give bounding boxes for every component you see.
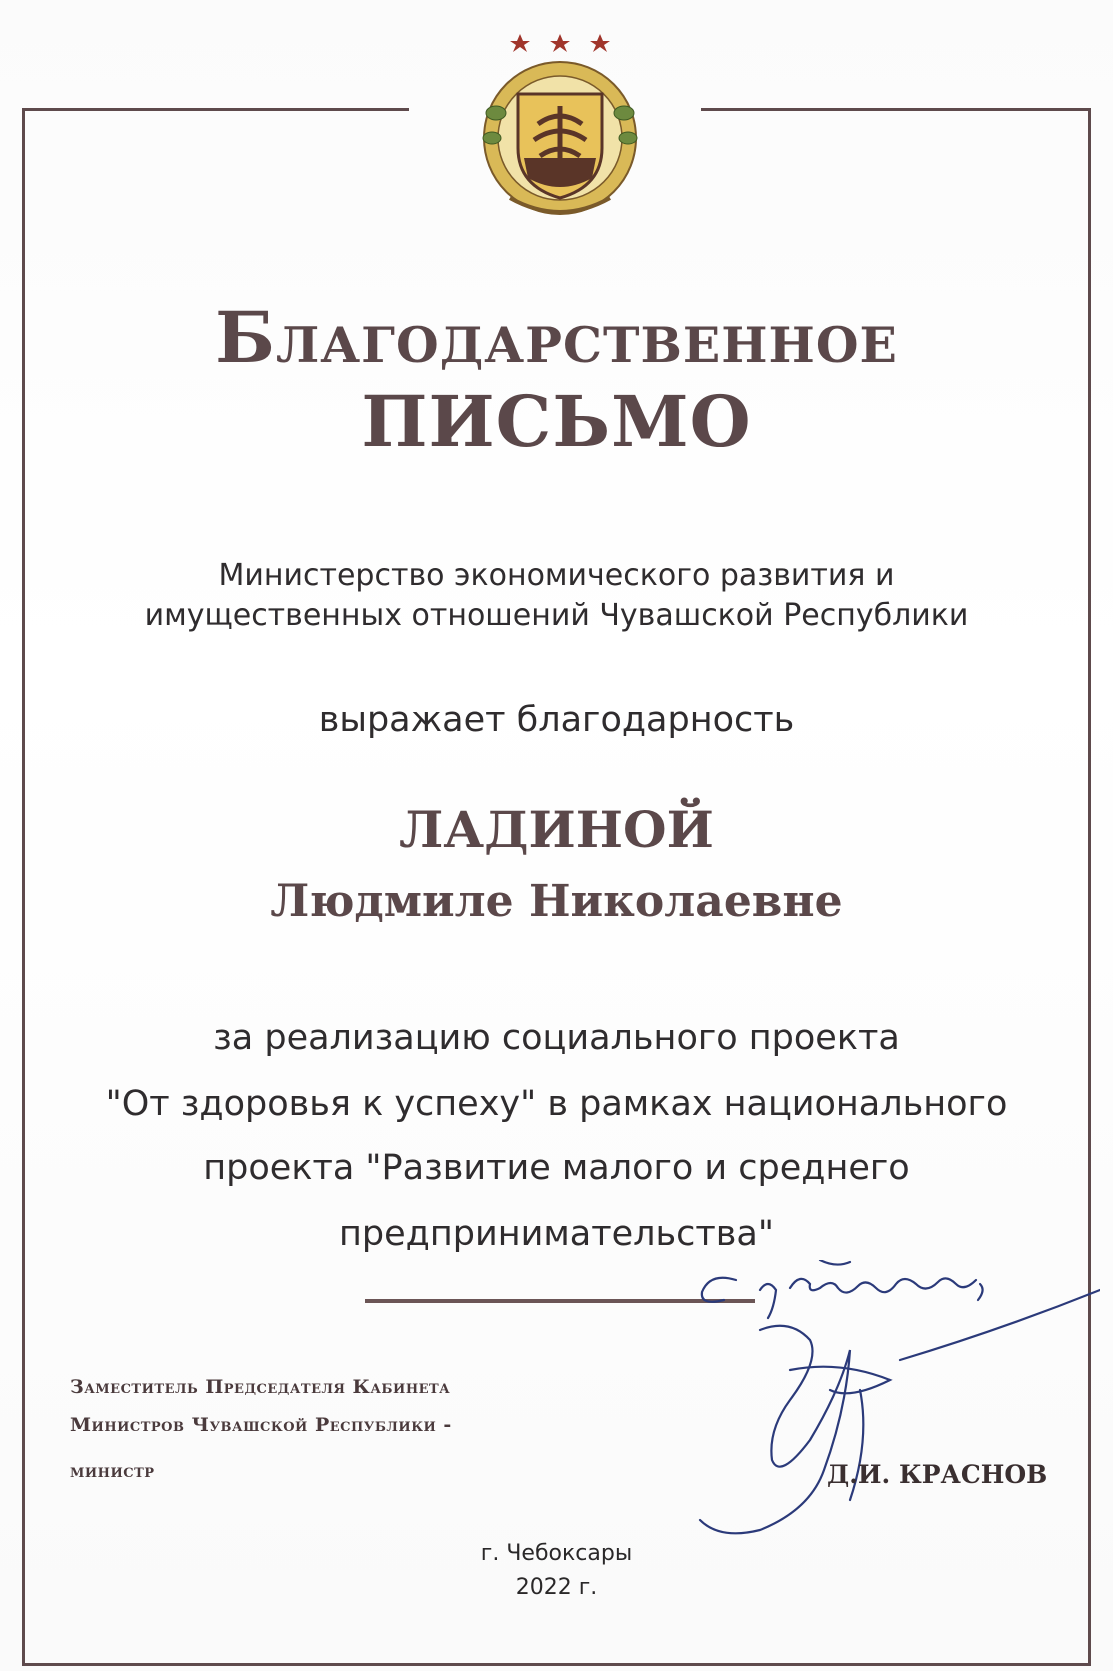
reason-line-4: предпринимательства" <box>339 1214 774 1254</box>
recipient-surname: ЛАДИНОЙ <box>399 800 714 859</box>
emblem-stars <box>510 34 610 52</box>
signer-name: Д.И. КРАСНОВ <box>827 1460 1048 1489</box>
place-text: г. Чебоксары <box>480 1541 633 1566</box>
reason-line-1: за реализацию социального проекта <box>213 1018 900 1058</box>
title-line-1: Благодарственное <box>215 296 898 379</box>
frame-top-left-border <box>22 108 409 111</box>
ministry-line-2: имущественных отношений Чувашской Республики <box>144 598 969 633</box>
recipient-name: Людмиле Николаевне <box>270 876 843 927</box>
handwritten-signature-icon <box>640 1260 1100 1560</box>
signer-position-line-3: министр <box>70 1460 155 1482</box>
expresses-gratitude-text: выражает благодарность <box>318 700 795 740</box>
reason-line-2: "От здоровья к успеху" в рамках национального <box>105 1084 1008 1124</box>
signer-position-line-1: Заместитель Председателя Кабинета <box>70 1376 451 1398</box>
signer-position-line-2: Министров Чувашской Республики - <box>70 1414 452 1436</box>
year-text: 2022 г. <box>515 1575 598 1600</box>
frame-bottom-border <box>22 1663 1091 1666</box>
reason-line-3: проекта "Развитие малого и среднего <box>203 1148 910 1188</box>
title-line-2: ПИСЬМО <box>361 380 752 463</box>
frame-top-right-border <box>701 108 1091 111</box>
chuvash-republic-emblem-icon <box>474 28 646 228</box>
ministry-line-1: Министерство экономического развития и <box>218 558 895 593</box>
